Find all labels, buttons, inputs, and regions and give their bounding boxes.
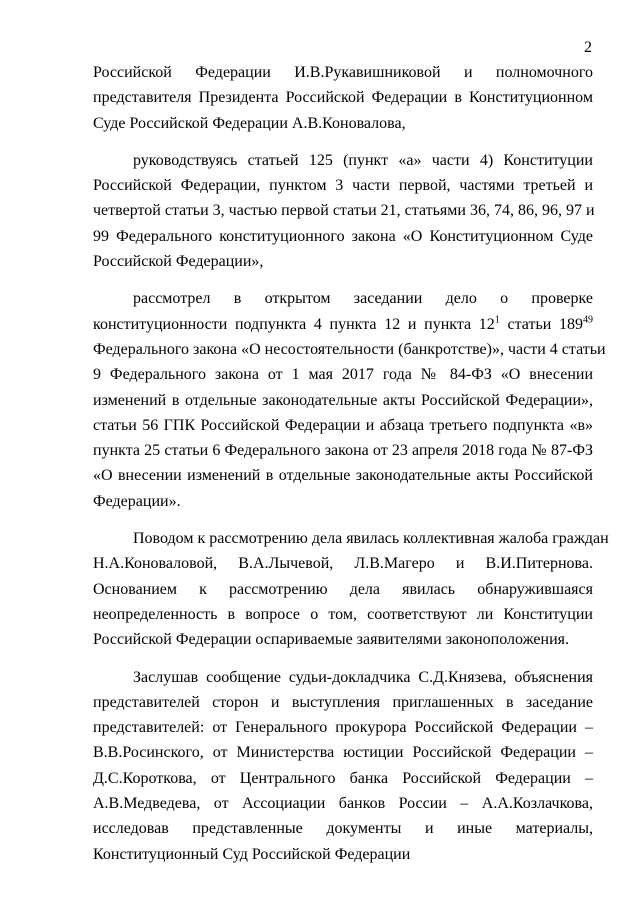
text-line: 9 Федерального закона от 1 мая 2017 года № 84-ФЗ «О внесении [93,366,593,384]
text-line: Основанием к рассмотрению дела явилась обнаружившаяся [93,580,593,598]
text-line: Конституционный Суд Российской Федерации [93,845,411,863]
text-line: Поводом к рассмотрению дела явилась коллективная жалоба граждан [133,530,609,548]
page-number: 2 [584,39,592,56]
text-line: исследовав представленные документы и иные материалы, [93,820,593,838]
text-line: Российской Федерации И.В.Рукавишниковой и полномочного [93,64,593,81]
text-line: изменений в отдельные законодательные акты Российской Федерации», [93,391,593,409]
text-line: Заслушав сообщение судьи-докладчика С.Д.Князева, объяснения [133,668,593,686]
text-line: представителя Президента Российской Федерации в Конституционном [93,89,593,107]
text-line: представителей: от Генерального прокурора Российской Федерации – [93,719,593,737]
text-line: Федерации». [93,492,181,510]
text-line: В.В.Росинского, от Министерства юстиции Российской Федерации – [93,744,593,762]
superscript: 1 [494,314,500,326]
superscript: 49 [583,314,594,326]
text-line: Федерального закона «О несостоятельности (банкротстве)», части 4 статьи [93,340,606,358]
text-line: четвертой статьи 3, частью первой статьи 21, статьями 36, 74, 86, 96, 97 и [93,202,595,220]
text-line: Н.А.Коноваловой, В.А.Лычевой, Л.В.Магеро и В.И.Питернова. [93,555,593,573]
document-body [93,60,609,867]
text-line: Д.С.Короткова, от Центрального банка Российской Федерации – [93,769,593,787]
text-line: Российской Федерации», [93,253,264,271]
text-line: пункта 25 статьи 6 Федерального закона от 23 апреля 2018 года № 87-ФЗ [93,442,593,460]
text-line: «О внесении изменений в отдельные законодательные акты Российской [93,467,593,485]
paragraph-grounds [93,526,609,652]
text-segment: статьи 189 [499,315,584,333]
text-line: представителей сторон и выступления приглашенных в заседание [93,693,593,711]
paragraph-case-subject [93,286,606,514]
paragraph-hearing [93,665,593,867]
text-line: Российской Федерации, пунктом 3 части первой, частями третьей и [93,177,593,195]
text-line: руководствуясь статьей 125 (пункт «а» части 4) Конституции [133,151,593,169]
text-line: Суде Российской Федерации А.В.Коновалова, [93,114,406,132]
text-line: статьи 56 ГПК Российской Федерации и абзаца третьего подпункта «в» [93,416,593,434]
paragraph-participants [93,60,593,136]
text-line: рассмотрел в открытом заседании дело о проверке [133,290,593,308]
text-line-with-superscripts [93,312,593,337]
text-line: Российской Федерации оспариваемые заявителями законоположения. [93,631,569,649]
paragraph-legal-basis [93,148,593,274]
text-segment: конституционности подпункта 4 пункта 12 и пункта 12 [93,315,495,333]
text-line: А.В.Медведева, от Ассоциации банков России – А.А.Козлачкова, [93,795,593,813]
text-line: 99 Федерального конституционного закона «О Конституционном Суде [93,227,593,245]
text-line: неопределенность в вопросе о том, соответствуют ли Конституции [93,605,593,623]
